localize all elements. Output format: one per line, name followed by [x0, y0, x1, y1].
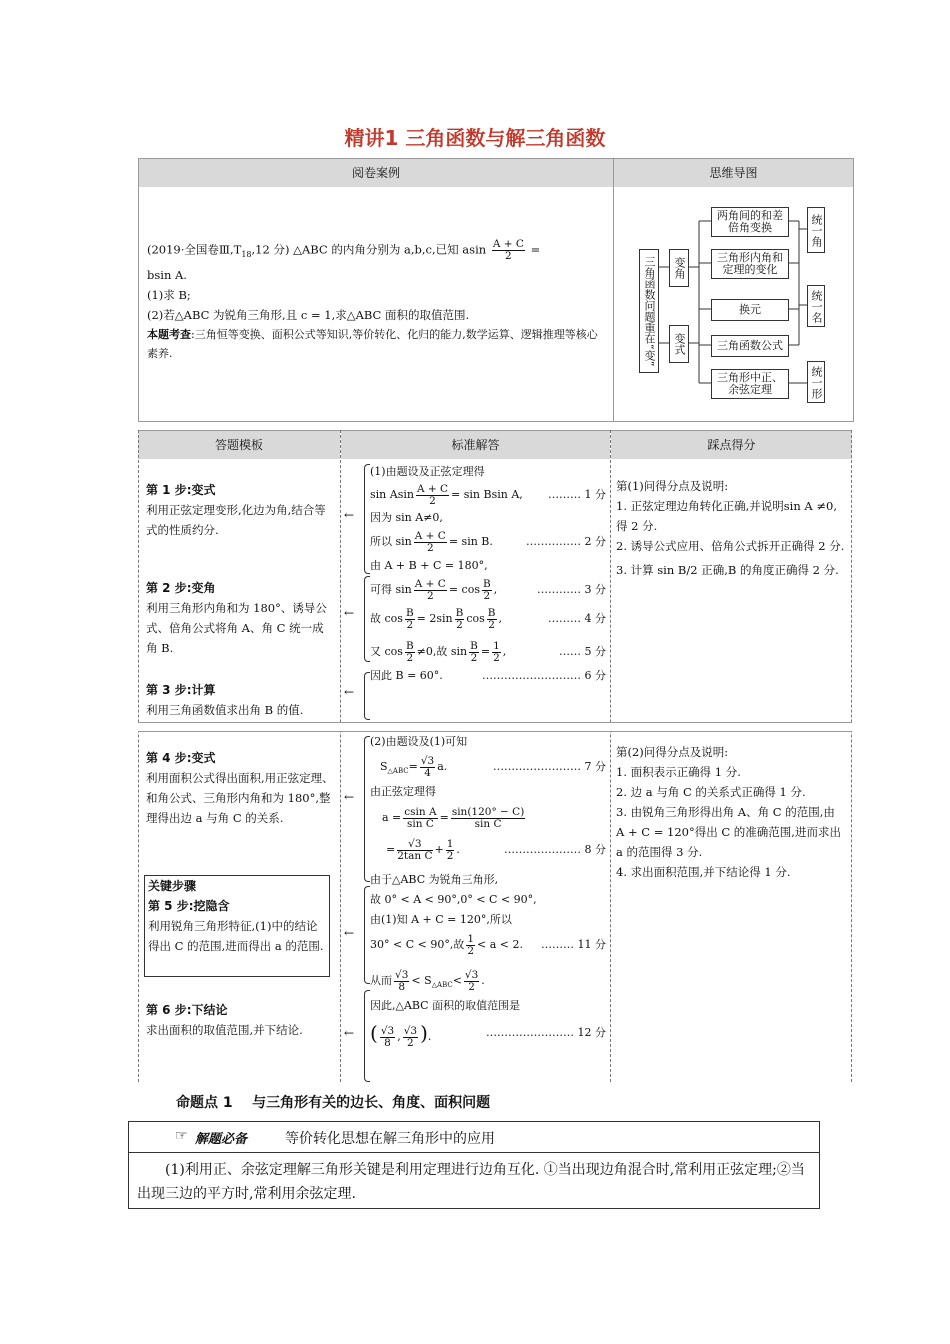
- sol-line-9: 因此 B = 60°. ……………………… 6 分: [370, 669, 606, 682]
- problem-line3: (1)求 B;: [147, 287, 191, 302]
- sol-line-6: 可得 sin $\frac{A + C}{2}$ = cos $\frac{B}{2}$ , ………… 3 分: [370, 577, 606, 602]
- arrow-2: ←: [344, 606, 355, 620]
- solution-part1: (1)由题设及正弦定理得 sin Asin $\frac{A + C}{2}$ = sin Bsin A, ……… 1 分 因为 sin A≠0, 所以 sin $\frac{A + C}{2}$ = sin B. …………… 2 分 由 A + B + C = 180°, 可得 sin $\frac{A + C}{2}$ = cos $\frac{B}{2}$ , ………… 3 分 故 cos $\frac{B}{2}$ = 2sin $\frac{B}{2}$ cos $\frac{B}{2}$ , ……… 4 分 又 cos $\frac{B}{2}$ ≠0,故 sin $\frac{B}{2}$ = $\frac{1}{2}$ , …… 5 分 因此 B = 60°. ……………………… 6 分: [370, 462, 606, 686]
- sol-line-8: 又 cos $\frac{B}{2}$ ≠0,故 sin $\frac{B}{2}$ = $\frac{1}{2}$ , …… 5 分: [370, 639, 606, 664]
- problem-line2: bsin A.: [147, 267, 187, 282]
- method-box-header: [129, 1122, 819, 1153]
- step-2: 第 2 步:变角 利用三角形内角和为 180°、诱导公式、倍角公式将角 A、角 C 统一成角 B.: [146, 581, 327, 655]
- solution-part2: (2)由题设及(1)可知 $S_{\triangle ABC}=$ $\frac{√3}{4}$ a. …………………… 7 分 由正弦定理得 a = $\frac{\text{csin A}}{\text{sin C}}$ = $\frac{\sin(120^\circ - C)}{\text{sin C}}$ = $\frac{√3}{\text{2tan C}}$ + $\frac{1}{2}$ . ………………… 8 分 由于△ABC 为锐角三角形, 故 0° < A < 90°,0° < C < 90°, 由(1)知 A + C = 120°,所以 30° < C < 90°,故 $\frac{1}{2}$ < a < 2. ……… 11 分 从而 $\frac{√3}{8}$ < $S_{\triangle ABC}<$ $\frac{√3}{2}$ . 因此,△ABC 面积的取值范围是 ( $\frac{√3}{8}$ , $\frac{√3}{2}$ ). …………………… 12 分: [370, 735, 606, 1049]
- step-6: 第 6 步:下结论 求出面积的取值范围,并下结论.: [146, 1003, 303, 1037]
- problem-line5: 本题考查:三角恒等变换、面积公式等知识,等价转化、化归的能力,数学运算、逻辑推理等核心素养.: [147, 327, 598, 360]
- mindmap-bianjiao: 变角: [669, 249, 689, 287]
- method-box: [128, 1121, 820, 1209]
- sol-line-14: = $\frac{√3}{\text{2tan C}}$ + $\frac{1}{2}$ . ………………… 8 分: [386, 837, 606, 862]
- mindmap-right2: 统一名: [807, 285, 825, 327]
- arrow-4: ←: [344, 790, 355, 804]
- case-table: [138, 158, 854, 422]
- sol-line-7: 故 cos $\frac{B}{2}$ = 2sin $\frac{B}{2}$ cos $\frac{B}{2}$ , ……… 4 分: [370, 606, 606, 631]
- key-steps-box: 关键步骤 第 5 步:挖隐含 利用锐角三角形特征,(1)中的结论得出 C 的范围,进而得出 a 的范围.: [144, 875, 330, 977]
- sol-line-4: 所以 sin $\frac{A + C}{2}$ = sin B. …………… 2 分: [370, 529, 606, 554]
- sol-line-18: 30° < C < 90°,故 $\frac{1}{2}$ < a < 2. ……… 11 分: [370, 932, 606, 957]
- problem-line4: (2)若△ABC 为锐角三角形,且 c = 1,求△ABC 面积的取值范围.: [147, 307, 470, 322]
- solution-table: [138, 430, 852, 1082]
- mindmap-leaf1: 两角间的和差倍角变换: [711, 207, 789, 237]
- mindmap-leaf5: 三角形中正、余弦定理: [711, 369, 789, 399]
- mindmap-bianshi: 变式: [669, 325, 689, 363]
- scoring-part2: 第(2)问得分点及说明: 1. 面积表示正确得 1 分. 2. 边 a 与角 C 的关系式正确得 1 分. 3. 由锐角三角形得出角 A、角 C 的范围,由 A + C = 120°得出 C 的准确范围,进而求出 a 的范围得 3 分. 4. 求出面积范围,并下结论得 1 分.: [616, 745, 841, 879]
- sol-line-21: ( $\frac{√3}{8}$ , $\frac{√3}{2}$ ). …………………… 12 分: [370, 1021, 606, 1049]
- page-title: 精讲1 三角函数与解三角函数: [344, 126, 606, 150]
- problem-text: [147, 239, 607, 363]
- method-text: (1)利用正、余弦定理解三角形关键是利用定理进行边角互化. ①当出现边角混合时,常利用正弦定理;②当出现三边的平方时,常利用余弦定理.: [137, 1162, 805, 1202]
- section-heading: 命题点 1 与三角形有关的边长、角度、面积问题: [176, 1095, 491, 1111]
- mindmap-right1: 统一角: [807, 207, 825, 253]
- mindmap-leaf3: 换元: [711, 299, 789, 321]
- mindmap-leaf2: 三角形内角和定理的变化: [711, 249, 789, 279]
- mindmap: [629, 199, 849, 415]
- sol-line-2: sin Asin $\frac{A + C}{2}$ = sin Bsin A, ……… 1 分: [370, 482, 606, 507]
- sol-line-19: 从而 $\frac{√3}{8}$ < $S_{\triangle ABC}<$ $\frac{√3}{2}$ .: [370, 968, 485, 993]
- arrow-6: ←: [344, 1026, 355, 1040]
- step-4: 第 4 步:变式 利用面积公式得出面积,用正弦定理、和角公式、三角形内角和为 180°,整理得出边 a 与角 C 的关系.: [146, 751, 334, 825]
- mindmap-header: 思维导图: [614, 159, 853, 187]
- step-3: 第 3 步:计算 利用三角函数值求出角 B 的值.: [146, 683, 304, 717]
- method-title: 等价转化思想在解三角形中的应用: [285, 1131, 495, 1147]
- step-1: 第 1 步:变式 利用正弦定理变形,化边为角,结合等式的性质约分.: [146, 483, 326, 537]
- arrow-5: ←: [344, 926, 355, 940]
- mindmap-connectors: [629, 199, 849, 415]
- template-header: 答题模板: [138, 430, 340, 459]
- mindmap-leaf4: 三角函数公式: [711, 335, 789, 357]
- mindmap-right3: 统一形: [807, 361, 825, 403]
- solution-header: 标准解答: [341, 430, 610, 459]
- arrow-3: ←: [344, 685, 355, 699]
- method-label: 解题必备: [195, 1132, 248, 1147]
- sol-line-13: a = $\frac{\text{csin A}}{\text{sin C}}$ = $\frac{\sin(120^\circ - C)}{\text{sin C}}$: [382, 805, 525, 830]
- scoring-header: 踩点得分: [611, 430, 852, 459]
- case-header: 阅卷案例: [139, 159, 613, 187]
- hand-icon: ☞: [175, 1128, 188, 1144]
- scoring-part1: 第(1)问得分点及说明: 1. 正弦定理边角转化正确,并说明sin A ≠0,得 2 分. 2. 诱导公式应用、倍角公式拆开正确得 2 分. 3. 计算 sin B/2 正确,B 的角度正确得 2 分.: [616, 479, 845, 577]
- arrow-1: ←: [344, 508, 355, 522]
- sol-line-11: $S_{\triangle ABC}=$ $\frac{√3}{4}$ a. …………………… 7 分: [380, 754, 606, 779]
- mindmap-root: 三角函数问题重在“变”: [639, 249, 659, 373]
- problem-line1: (2019·全国卷$Ⅲ,T_{18},12$ 分) △ABC 的内角分别为 a,b,c,已知 asin $\frac{A + C}{2}$ =: [147, 238, 541, 262]
